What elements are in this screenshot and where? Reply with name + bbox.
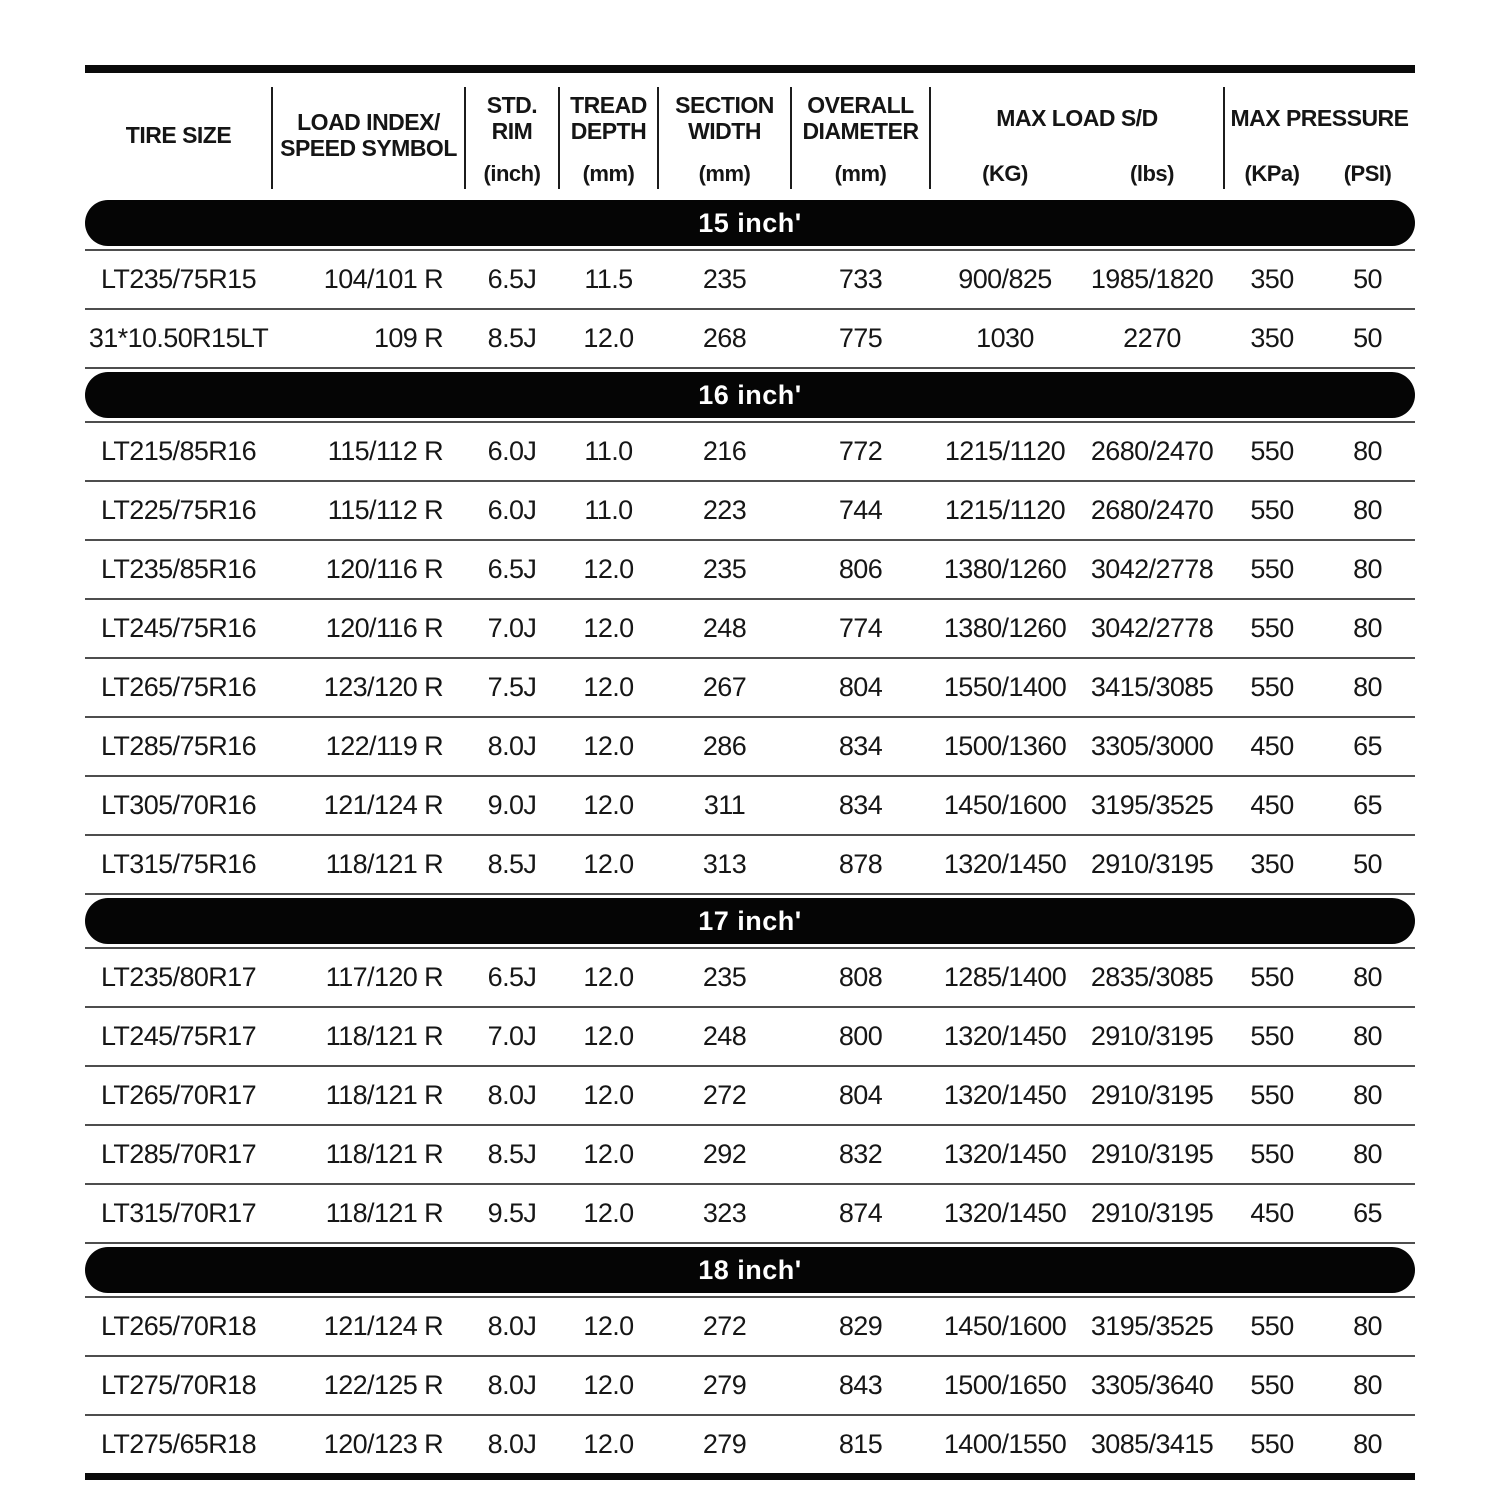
cell-max-pressure-kpa: 550 bbox=[1250, 436, 1294, 466]
cell-max-load-kg: 1030 bbox=[976, 323, 1034, 353]
column-unit: (KPa) bbox=[1244, 161, 1300, 186]
cell-load-index-speed: 118/121 R bbox=[325, 1080, 443, 1110]
cell-overall-diameter: 834 bbox=[838, 731, 883, 761]
cell-load-index-speed: 118/121 R bbox=[325, 849, 443, 879]
column-label-line: TREAD bbox=[570, 91, 647, 118]
cell-max-pressure-kpa: 550 bbox=[1250, 554, 1294, 584]
cell-max-load-kg: 1285/1400 bbox=[943, 962, 1067, 992]
cell-max-pressure-psi: 50 bbox=[1353, 264, 1382, 294]
cell-tread-depth: 12.0 bbox=[583, 1021, 634, 1051]
cell-max-pressure-psi: 80 bbox=[1353, 1139, 1382, 1169]
cell-max-load-lbs: 3195/3525 bbox=[1090, 1311, 1214, 1341]
cell-max-pressure-psi: 65 bbox=[1353, 731, 1382, 761]
cell-tread-depth: 12.0 bbox=[583, 1139, 634, 1169]
cell-section-width: 267 bbox=[702, 672, 747, 702]
column-unit: (inch) bbox=[483, 161, 541, 186]
cell-section-width: 235 bbox=[702, 962, 747, 992]
column-label bbox=[791, 79, 930, 157]
table-row bbox=[85, 949, 1415, 1008]
column-header-tire-size bbox=[85, 79, 272, 191]
cell-load-index-speed: 121/124 R bbox=[323, 1311, 443, 1341]
cell-load-index-speed: 121/124 R bbox=[323, 790, 443, 820]
cell-overall-diameter: 806 bbox=[838, 554, 883, 584]
column-label-line: LOAD INDEX/ bbox=[297, 108, 440, 135]
cell-load-index-speed: 118/121 R bbox=[325, 1021, 443, 1051]
cell-overall-diameter: 774 bbox=[838, 613, 883, 643]
cell-section-width: 223 bbox=[702, 495, 747, 525]
cell-max-load-lbs: 2835/3085 bbox=[1090, 962, 1214, 992]
cell-max-load-kg: 1380/1260 bbox=[943, 613, 1067, 643]
cell-max-pressure-psi: 65 bbox=[1353, 790, 1382, 820]
column-label bbox=[1224, 79, 1415, 157]
cell-tire-size: LT235/85R16 bbox=[100, 554, 257, 584]
cell-max-load-kg: 1320/1450 bbox=[943, 1139, 1067, 1169]
cell-tread-depth: 12.0 bbox=[583, 962, 634, 992]
table-body bbox=[85, 200, 1415, 1473]
cell-max-load-kg: 1400/1550 bbox=[943, 1429, 1067, 1459]
table-row bbox=[85, 659, 1415, 718]
cell-max-load-kg: 1550/1400 bbox=[943, 672, 1067, 702]
cell-tire-size: LT245/75R17 bbox=[100, 1021, 257, 1051]
cell-tire-size: LT315/75R16 bbox=[100, 849, 257, 879]
column-label-line: DIAMETER bbox=[802, 117, 919, 144]
cell-max-pressure-kpa: 350 bbox=[1250, 849, 1294, 879]
section-header-pill bbox=[85, 898, 1415, 944]
cell-tread-depth: 12.0 bbox=[583, 613, 634, 643]
section-rows bbox=[85, 421, 1415, 895]
cell-max-pressure-psi: 50 bbox=[1353, 849, 1382, 879]
cell-tire-size: LT215/85R16 bbox=[100, 436, 257, 466]
cell-tire-size: LT265/70R18 bbox=[100, 1311, 257, 1341]
cell-tread-depth: 12.0 bbox=[583, 1198, 634, 1228]
cell-section-width: 279 bbox=[702, 1370, 747, 1400]
cell-std-rim: 6.5J bbox=[487, 264, 537, 294]
cell-max-pressure-kpa: 550 bbox=[1250, 613, 1294, 643]
cell-overall-diameter: 832 bbox=[838, 1139, 883, 1169]
column-label-line: SPEED SYMBOL bbox=[280, 134, 457, 161]
cell-max-load-lbs: 2910/3195 bbox=[1090, 1080, 1214, 1110]
cell-tire-size: LT285/70R17 bbox=[100, 1139, 257, 1169]
cell-overall-diameter: 874 bbox=[838, 1198, 883, 1228]
cell-tire-size: 31*10.50R15LT bbox=[88, 323, 269, 353]
cell-std-rim: 8.0J bbox=[487, 731, 537, 761]
cell-max-pressure-psi: 80 bbox=[1353, 1080, 1382, 1110]
column-label-line: WIDTH bbox=[688, 117, 761, 144]
cell-tire-size: LT235/75R15 bbox=[100, 264, 257, 294]
column-header-load-index-speed-symbol bbox=[272, 79, 465, 191]
table-row bbox=[85, 1185, 1415, 1244]
cell-max-load-kg: 1450/1600 bbox=[943, 1311, 1067, 1341]
cell-std-rim: 6.0J bbox=[487, 436, 537, 466]
table-header bbox=[85, 73, 1415, 197]
section-header-label: 17 inch' bbox=[698, 905, 802, 936]
cell-load-index-speed: 120/123 R bbox=[323, 1429, 443, 1459]
table-section bbox=[85, 1247, 1415, 1473]
cell-tread-depth: 12.0 bbox=[583, 1370, 634, 1400]
cell-section-width: 323 bbox=[702, 1198, 747, 1228]
cell-max-load-lbs: 2910/3195 bbox=[1090, 849, 1214, 879]
table-section bbox=[85, 372, 1415, 895]
cell-max-pressure-kpa: 550 bbox=[1250, 1311, 1294, 1341]
cell-load-index-speed: 123/120 R bbox=[323, 672, 443, 702]
column-unit: (PSI) bbox=[1343, 161, 1392, 186]
section-header-label: 16 inch' bbox=[698, 379, 802, 410]
column-units bbox=[658, 157, 791, 191]
column-label bbox=[85, 79, 272, 191]
cell-max-load-lbs: 3305/3000 bbox=[1090, 731, 1214, 761]
column-label bbox=[930, 79, 1224, 157]
table-row bbox=[85, 1126, 1415, 1185]
cell-section-width: 235 bbox=[702, 264, 747, 294]
cell-max-load-lbs: 3085/3415 bbox=[1090, 1429, 1214, 1459]
cell-tread-depth: 11.0 bbox=[584, 495, 633, 525]
cell-std-rim: 6.5J bbox=[487, 962, 537, 992]
cell-std-rim: 8.0J bbox=[487, 1429, 537, 1459]
section-header-label: 15 inch' bbox=[698, 207, 802, 238]
cell-max-pressure-psi: 80 bbox=[1353, 495, 1382, 525]
cell-std-rim: 8.0J bbox=[487, 1311, 537, 1341]
cell-section-width: 279 bbox=[702, 1429, 747, 1459]
cell-max-load-kg: 1380/1260 bbox=[943, 554, 1067, 584]
cell-max-pressure-kpa: 450 bbox=[1250, 1198, 1294, 1228]
cell-load-index-speed: 117/120 R bbox=[325, 962, 443, 992]
column-label-line: RIM bbox=[491, 117, 533, 144]
cell-max-load-lbs: 2680/2470 bbox=[1090, 495, 1214, 525]
cell-overall-diameter: 772 bbox=[838, 436, 883, 466]
cell-max-load-kg: 1450/1600 bbox=[943, 790, 1067, 820]
column-header-max-pressure bbox=[1224, 79, 1415, 191]
cell-max-pressure-kpa: 550 bbox=[1250, 1370, 1294, 1400]
cell-max-pressure-psi: 80 bbox=[1353, 1370, 1382, 1400]
cell-max-load-lbs: 3305/3640 bbox=[1090, 1370, 1214, 1400]
cell-max-load-kg: 1320/1450 bbox=[943, 849, 1067, 879]
table-row bbox=[85, 1357, 1415, 1416]
column-label bbox=[658, 79, 791, 157]
column-unit: (lbs) bbox=[1130, 161, 1174, 186]
cell-max-pressure-kpa: 550 bbox=[1250, 1080, 1294, 1110]
table-row bbox=[85, 423, 1415, 482]
cell-tread-depth: 12.0 bbox=[583, 554, 634, 584]
cell-section-width: 292 bbox=[702, 1139, 747, 1169]
cell-max-load-lbs: 2910/3195 bbox=[1090, 1139, 1214, 1169]
column-label-line: STD. bbox=[486, 91, 538, 118]
cell-overall-diameter: 834 bbox=[838, 790, 883, 820]
table-section bbox=[85, 200, 1415, 369]
cell-tire-size: LT305/70R16 bbox=[100, 790, 257, 820]
cell-overall-diameter: 775 bbox=[838, 323, 883, 353]
table-row bbox=[85, 836, 1415, 895]
column-header-max-load-sd bbox=[930, 79, 1224, 191]
cell-max-pressure-kpa: 550 bbox=[1250, 672, 1294, 702]
cell-max-load-kg: 1320/1450 bbox=[943, 1021, 1067, 1051]
cell-section-width: 313 bbox=[702, 849, 747, 879]
cell-tire-size: LT275/65R18 bbox=[100, 1429, 257, 1459]
section-rows bbox=[85, 1296, 1415, 1473]
cell-tread-depth: 12.0 bbox=[583, 731, 634, 761]
column-header-section-width bbox=[658, 79, 791, 191]
cell-std-rim: 7.0J bbox=[487, 613, 537, 643]
cell-std-rim: 8.0J bbox=[487, 1370, 537, 1400]
cell-max-load-kg: 1215/1120 bbox=[944, 436, 1066, 466]
column-label-line: DEPTH bbox=[570, 117, 647, 144]
cell-std-rim: 8.5J bbox=[487, 849, 537, 879]
column-header-std-rim bbox=[465, 79, 559, 191]
table-row bbox=[85, 1298, 1415, 1357]
cell-max-load-lbs: 3415/3085 bbox=[1090, 672, 1214, 702]
column-header-tread-depth bbox=[559, 79, 658, 191]
cell-tire-size: LT275/70R18 bbox=[100, 1370, 257, 1400]
cell-load-index-speed: 120/116 R bbox=[325, 554, 443, 584]
cell-section-width: 248 bbox=[702, 613, 747, 643]
table-row bbox=[85, 1416, 1415, 1473]
cell-overall-diameter: 843 bbox=[838, 1370, 883, 1400]
cell-max-pressure-kpa: 350 bbox=[1250, 264, 1294, 294]
cell-section-width: 216 bbox=[702, 436, 747, 466]
table-row bbox=[85, 777, 1415, 836]
cell-overall-diameter: 804 bbox=[838, 1080, 883, 1110]
cell-tire-size: LT265/70R17 bbox=[100, 1080, 257, 1110]
cell-section-width: 272 bbox=[702, 1080, 747, 1110]
cell-max-pressure-psi: 65 bbox=[1353, 1198, 1382, 1228]
cell-tread-depth: 12.0 bbox=[583, 849, 634, 879]
cell-load-index-speed: 118/121 R bbox=[325, 1139, 443, 1169]
column-label-line: MAX LOAD S/D bbox=[996, 104, 1158, 131]
cell-overall-diameter: 733 bbox=[838, 264, 883, 294]
cell-overall-diameter: 878 bbox=[838, 849, 883, 879]
cell-tire-size: LT265/75R16 bbox=[100, 672, 257, 702]
cell-tire-size: LT285/75R16 bbox=[100, 731, 257, 761]
cell-tread-depth: 12.0 bbox=[583, 323, 634, 353]
cell-max-pressure-psi: 80 bbox=[1353, 672, 1382, 702]
cell-max-pressure-kpa: 550 bbox=[1250, 495, 1294, 525]
cell-section-width: 248 bbox=[702, 1021, 747, 1051]
cell-tire-size: LT225/75R16 bbox=[100, 495, 257, 525]
cell-std-rim: 6.5J bbox=[487, 554, 537, 584]
cell-std-rim: 9.5J bbox=[487, 1198, 537, 1228]
table-section bbox=[85, 898, 1415, 1244]
cell-tread-depth: 12.0 bbox=[583, 1311, 634, 1341]
cell-std-rim: 8.0J bbox=[487, 1080, 537, 1110]
cell-max-pressure-psi: 80 bbox=[1353, 436, 1382, 466]
cell-max-load-lbs: 2910/3195 bbox=[1090, 1198, 1214, 1228]
section-header-pill bbox=[85, 372, 1415, 418]
cell-max-pressure-psi: 80 bbox=[1353, 554, 1382, 584]
column-label bbox=[272, 79, 465, 191]
cell-section-width: 311 bbox=[703, 790, 746, 820]
column-unit: (mm) bbox=[834, 161, 887, 186]
table-row bbox=[85, 1067, 1415, 1126]
section-header-label: 18 inch' bbox=[698, 1254, 802, 1285]
cell-tread-depth: 12.0 bbox=[583, 672, 634, 702]
section-header-pill bbox=[85, 200, 1415, 246]
cell-max-pressure-kpa: 550 bbox=[1250, 1429, 1294, 1459]
cell-overall-diameter: 804 bbox=[838, 672, 883, 702]
cell-load-index-speed: 120/116 R bbox=[325, 613, 443, 643]
cell-max-load-lbs: 2680/2470 bbox=[1090, 436, 1214, 466]
cell-overall-diameter: 800 bbox=[838, 1021, 883, 1051]
section-rows bbox=[85, 947, 1415, 1244]
cell-overall-diameter: 744 bbox=[838, 495, 883, 525]
cell-section-width: 235 bbox=[702, 554, 747, 584]
cell-max-pressure-psi: 50 bbox=[1353, 323, 1382, 353]
table-row bbox=[85, 718, 1415, 777]
cell-max-pressure-kpa: 550 bbox=[1250, 1021, 1294, 1051]
cell-max-pressure-psi: 80 bbox=[1353, 613, 1382, 643]
cell-max-load-lbs: 3042/2778 bbox=[1090, 554, 1214, 584]
cell-max-load-kg: 1500/1360 bbox=[943, 731, 1067, 761]
top-rule bbox=[85, 65, 1415, 73]
cell-max-load-lbs: 2910/3195 bbox=[1090, 1021, 1214, 1051]
cell-max-load-lbs: 2270 bbox=[1123, 323, 1181, 353]
cell-max-load-lbs: 3195/3525 bbox=[1090, 790, 1214, 820]
cell-load-index-speed: 115/112 R bbox=[327, 436, 443, 466]
table-row bbox=[85, 310, 1415, 369]
cell-std-rim: 7.5J bbox=[487, 672, 537, 702]
cell-tread-depth: 11.0 bbox=[584, 436, 633, 466]
cell-load-index-speed: 122/125 R bbox=[323, 1370, 443, 1400]
cell-load-index-speed: 104/101 R bbox=[323, 264, 443, 294]
cell-max-load-kg: 1320/1450 bbox=[943, 1198, 1067, 1228]
table-row bbox=[85, 482, 1415, 541]
cell-max-load-kg: 900/825 bbox=[958, 264, 1052, 294]
cell-std-rim: 6.0J bbox=[487, 495, 537, 525]
cell-tread-depth: 12.0 bbox=[583, 790, 634, 820]
section-header-pill bbox=[85, 1247, 1415, 1293]
cell-section-width: 286 bbox=[702, 731, 747, 761]
cell-std-rim: 9.0J bbox=[487, 790, 537, 820]
cell-load-index-speed: 109 R bbox=[373, 323, 443, 353]
cell-load-index-speed: 122/119 R bbox=[325, 731, 443, 761]
cell-max-load-lbs: 3042/2778 bbox=[1090, 613, 1214, 643]
cell-max-pressure-psi: 80 bbox=[1353, 1429, 1382, 1459]
cell-max-pressure-kpa: 550 bbox=[1250, 1139, 1294, 1169]
tire-spec-sheet bbox=[85, 65, 1415, 1480]
cell-section-width: 272 bbox=[702, 1311, 747, 1341]
cell-tread-depth: 11.5 bbox=[584, 264, 633, 294]
cell-section-width: 268 bbox=[702, 323, 747, 353]
cell-tread-depth: 12.0 bbox=[583, 1080, 634, 1110]
column-label-line: TIRE SIZE bbox=[125, 121, 232, 148]
cell-max-pressure-kpa: 350 bbox=[1250, 323, 1294, 353]
column-units bbox=[1224, 157, 1415, 191]
cell-overall-diameter: 815 bbox=[838, 1429, 883, 1459]
cell-max-pressure-psi: 80 bbox=[1353, 1021, 1382, 1051]
cell-tire-size: LT315/70R17 bbox=[100, 1198, 257, 1228]
cell-overall-diameter: 808 bbox=[838, 962, 883, 992]
cell-tire-size: LT245/75R16 bbox=[100, 613, 257, 643]
column-label-line: MAX PRESSURE bbox=[1230, 104, 1409, 131]
cell-std-rim: 8.5J bbox=[487, 1139, 537, 1169]
cell-max-load-kg: 1500/1650 bbox=[943, 1370, 1067, 1400]
cell-max-load-kg: 1320/1450 bbox=[943, 1080, 1067, 1110]
column-unit: (KG) bbox=[982, 161, 1028, 186]
cell-max-pressure-kpa: 450 bbox=[1250, 790, 1294, 820]
column-label bbox=[465, 79, 559, 157]
column-label-line: OVERALL bbox=[807, 91, 914, 118]
cell-load-index-speed: 118/121 R bbox=[325, 1198, 443, 1228]
column-unit: (mm) bbox=[582, 161, 635, 186]
cell-std-rim: 8.5J bbox=[487, 323, 537, 353]
column-units bbox=[930, 157, 1224, 191]
cell-tread-depth: 12.0 bbox=[583, 1429, 634, 1459]
table-row bbox=[85, 600, 1415, 659]
table-row bbox=[85, 251, 1415, 310]
bottom-rule bbox=[85, 1473, 1415, 1480]
column-label-line: SECTION bbox=[675, 91, 774, 118]
cell-tire-size: LT235/80R17 bbox=[100, 962, 257, 992]
cell-max-pressure-kpa: 450 bbox=[1250, 731, 1294, 761]
cell-max-pressure-psi: 80 bbox=[1353, 962, 1382, 992]
table-row bbox=[85, 1008, 1415, 1067]
cell-max-load-lbs: 1985/1820 bbox=[1090, 264, 1214, 294]
cell-max-load-kg: 1215/1120 bbox=[944, 495, 1066, 525]
cell-overall-diameter: 829 bbox=[838, 1311, 883, 1341]
table-row bbox=[85, 541, 1415, 600]
column-unit: (mm) bbox=[698, 161, 751, 186]
column-units bbox=[465, 157, 559, 191]
cell-load-index-speed: 115/112 R bbox=[327, 495, 443, 525]
cell-std-rim: 7.0J bbox=[487, 1021, 537, 1051]
column-units bbox=[559, 157, 658, 191]
cell-max-pressure-psi: 80 bbox=[1353, 1311, 1382, 1341]
cell-max-pressure-kpa: 550 bbox=[1250, 962, 1294, 992]
column-units bbox=[791, 157, 930, 191]
section-rows bbox=[85, 249, 1415, 369]
column-label bbox=[559, 79, 658, 157]
column-header-overall-diameter bbox=[791, 79, 930, 191]
